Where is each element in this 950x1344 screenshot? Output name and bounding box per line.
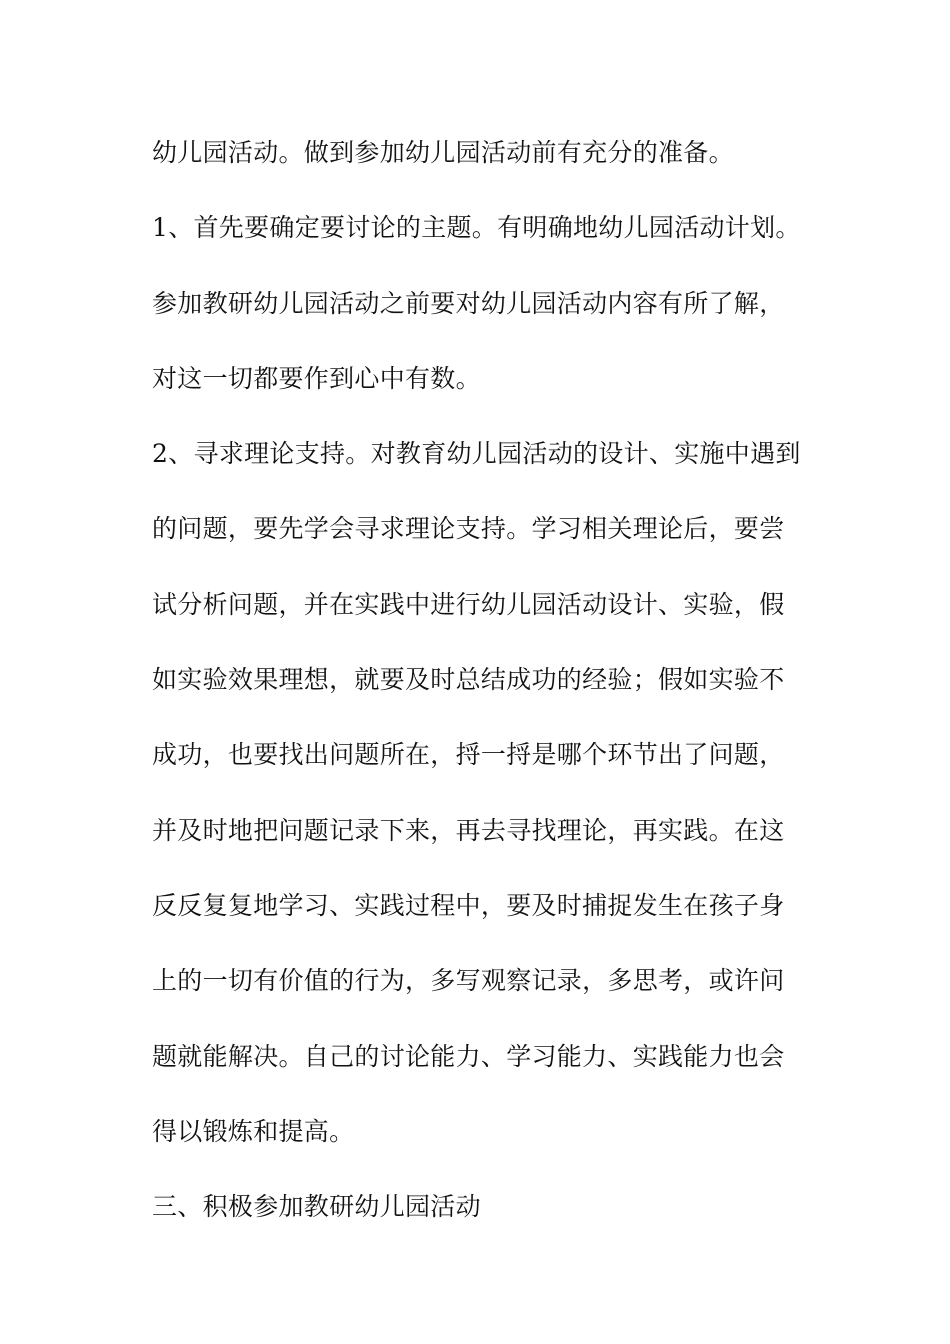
text-line: 反反复复地学习、实践过程中，要及时捕捉发生在孩子身 — [152, 890, 785, 920]
text-line: 对这一切都要作到心中有数。 — [152, 363, 481, 393]
text-line: 如实验效果理想，就要及时总结成功的经验；假如实验不 — [152, 665, 785, 695]
text-line: 题就能解决。自己的讨论能力、学习能力、实践能力也会 — [152, 1041, 785, 1071]
section-heading: 三、积极参加教研幼儿园活动 — [152, 1192, 481, 1222]
text-line: 参加教研幼儿园活动之前要对幼儿园活动内容有所了解， — [152, 288, 785, 318]
text-line: 1、首先要确定要讨论的主题。有明确地幼儿园活动计划。 — [152, 213, 801, 243]
text-line: 试分析问题，并在实践中进行幼儿园活动设计、实验，假 — [152, 589, 785, 619]
document-body — [152, 128, 812, 1257]
text-line: 的问题，要先学会寻求理论支持。学习相关理论后，要尝 — [152, 514, 785, 544]
text-line: 上的一切有价值的行为，多写观察记录，多思考，或许问 — [152, 966, 785, 996]
text-line: 得以锻炼和提高。 — [152, 1116, 355, 1146]
text-line: 并及时地把问题记录下来，再去寻找理论，再实践。在这 — [152, 815, 785, 845]
text-line: 2、寻求理论支持。对教育幼儿园活动的设计、实施中遇到 — [152, 439, 801, 469]
text-line: 成功，也要找出问题所在，捋一捋是哪个环节出了问题， — [152, 740, 785, 770]
text-line: 幼儿园活动。做到参加幼儿园活动前有充分的准备。 — [152, 138, 734, 167]
